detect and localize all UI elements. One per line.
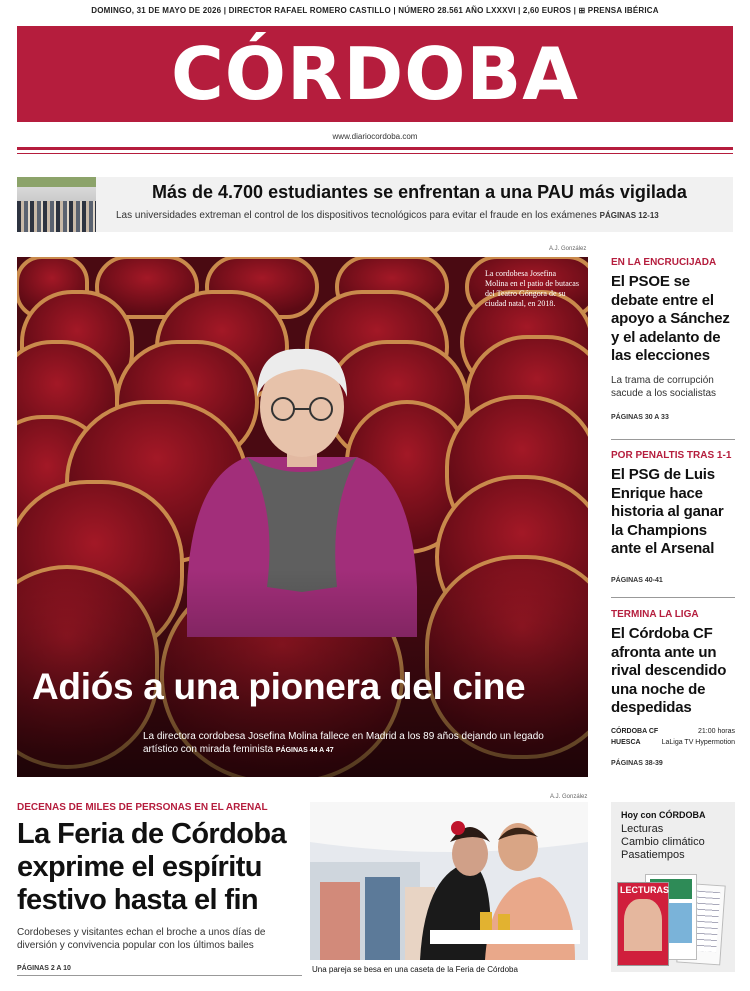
supplement-item[interactable]: Pasatiempos: [621, 849, 685, 861]
story-headline[interactable]: El PSG de Luis Enrique hace historia al ganar la Champions ante el Arsenal: [611, 466, 724, 557]
edition-info: DOMINGO, 31 DE MAYO DE 2026 | DIRECTOR RAFAEL ROMERO CASTILLO | NÚMERO 28.561 AÑO LXXXVI | 2,60 EUROS | ⊞ PRENSA IBÉRICA: [91, 6, 659, 15]
feria-photo[interactable]: [310, 802, 588, 960]
teaser-subtitle: Las universidades extreman el control de los dispositivos tecnológicos para evitar el fraude en los exámenes PÁGINAS 12-13: [116, 210, 659, 221]
divider: [17, 975, 302, 976]
story-headline[interactable]: El Córdoba CF afronta ante un rival descendido una noche de despedidas: [611, 625, 727, 716]
website-url[interactable]: www.diariocordoba.com: [332, 132, 418, 141]
story-kicker: TERMINA LA LIGA: [611, 609, 699, 620]
tv-channel: LaLiga TV Hypermotion: [661, 738, 735, 746]
match-time: 21:00 horas: [698, 727, 735, 735]
lecturas-magazine: LECTURAS: [617, 882, 669, 966]
photo-caption: La cordobesa Josefina Molina en el patio de butacas del Teatro Góngora de su ciudad natal, en 2018.: [485, 269, 579, 308]
sidebar-story-psg[interactable]: [611, 450, 735, 584]
feria-kicker: DECENAS DE MILES DE PERSONAS EN EL ARENAL: [17, 802, 268, 813]
photo-credit: A.J. González: [550, 794, 588, 800]
masthead[interactable]: [17, 26, 733, 122]
divider: [611, 597, 735, 598]
sidebar-story-psoe[interactable]: [611, 257, 735, 421]
story-kicker: POR PENALTIS TRAS 1-1: [611, 450, 732, 461]
supplements-title: Hoy con CÓRDOBA: [621, 810, 706, 820]
supplement-item[interactable]: Cambio climático: [621, 836, 705, 848]
away-team: HUESCA: [611, 738, 641, 746]
feria-pages: PÁGINAS 2 A 10: [17, 965, 71, 972]
feria-headline[interactable]: La Feria de Córdoba exprime el espíritu festivo hasta el fin: [17, 818, 286, 916]
teaser-pages: PÁGINAS 12-13: [599, 211, 659, 220]
story-subtitle: La trama de corrupción sacude a los socialistas: [611, 374, 717, 399]
photo-credit: A.J. González: [549, 246, 587, 252]
divider: [17, 153, 733, 154]
lead-headline[interactable]: Adiós a una pionera del cine: [32, 666, 526, 707]
feria-caption: Una pareja se besa en una caseta de la Feria de Córdoba: [312, 965, 518, 974]
lead-subtitle: La directora cordobesa Josefina Molina fallece en Madrid a los 89 años dejando un legado artístico con mirada feminista PÁGINAS 44 A 47: [143, 731, 544, 755]
story-headline[interactable]: El PSOE se debate entre el apoyo a Sánchez y el adelanto de las elecciones: [611, 273, 730, 364]
story-pages: PÁGINAS 30 A 33: [611, 413, 669, 421]
divider: [611, 439, 735, 440]
feria-subtitle: Cordobeses y visitantes echan el broche a unos días de diversión y convivencia popular con los últimos bailes: [17, 927, 266, 951]
couple-kissing-photo: [310, 802, 588, 960]
newspaper-name: CÓRDOBA: [170, 32, 580, 116]
supplements-list: [621, 823, 705, 862]
magazine-covers[interactable]: [617, 872, 727, 967]
match-row: [611, 739, 735, 746]
sidebar-story-cordoba-cf[interactable]: [611, 609, 735, 767]
divider: [17, 147, 733, 150]
story-pages: PÁGINAS 40-41: [611, 576, 663, 584]
supplement-item[interactable]: Lecturas: [621, 823, 664, 835]
students-photo: [17, 177, 96, 232]
story-kicker: EN LA ENCRUCIJADA: [611, 257, 717, 268]
home-team: CÓRDOBA CF: [611, 727, 659, 735]
story-pages: PÁGINAS 38-39: [611, 759, 663, 767]
match-row: [611, 728, 735, 735]
teaser-headline[interactable]: Más de 4.700 estudiantes se enfrentan a una PAU más vigilada: [152, 182, 687, 202]
lead-pages: PÁGINAS 44 A 47: [275, 747, 334, 754]
